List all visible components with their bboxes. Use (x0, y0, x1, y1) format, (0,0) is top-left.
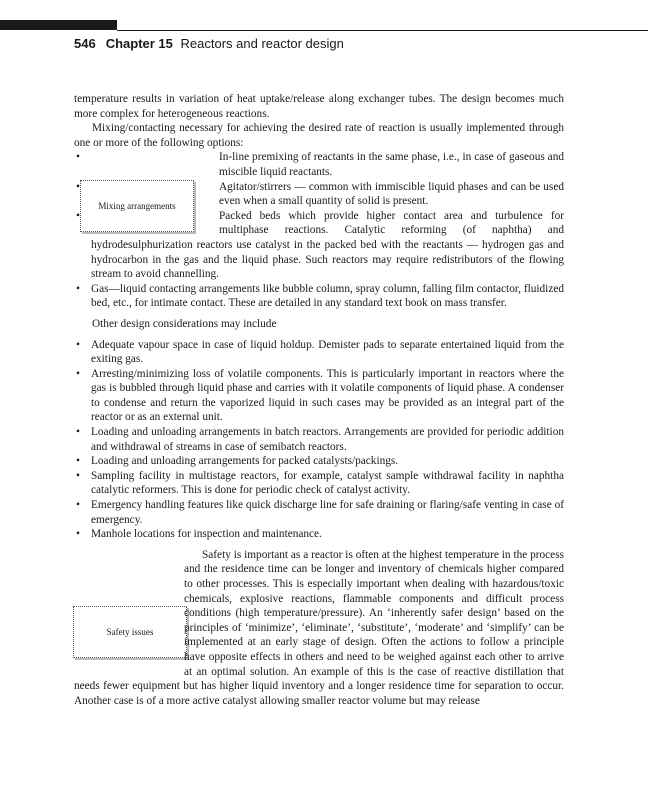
box-spacer (74, 556, 184, 666)
paragraph: Other design considerations may include (92, 317, 277, 330)
margin-note-label: Safety issues (106, 627, 154, 637)
list-item: • Agitator/stirrers — common with immiscible liquid phases and can be used even when a small quantity of solid is present. (74, 180, 564, 209)
safety-paragraph: Safety is important as a reactor is often at the highest temperature in the process and the residence time can be longer and inventory of chemicals higher compared to other processes. This is especially important when dealing with hazardous/toxic chemicals, explosive reactions, flammable components and difficult process conditions (high temperature/pressure). An ‘inherently safer design’ based on the principles of ‘minimize’, ‘eliminate’, ‘substitute’, ‘moderate’ and ‘simplify’ can be implemented at an early stage of design. Often the actions to follow a principle have opposite effects in others and need to be weighed against each other to arrive at an optimal solution. An example of this is the case of reactive distillation that needs fewer equipment but has higher liquid inventory and a longer residence time for separation to occur. Another case is of a more active catalyst allowing smaller reactor volume but may release (74, 548, 564, 707)
list-item: • In-line premixing of reactants in the same phase, i.e., in case of gaseous and miscible liquid reactants. (74, 150, 564, 179)
page-body (74, 92, 564, 708)
chapter-title: Reactors and reactor design (180, 36, 344, 51)
design-considerations-list (74, 338, 564, 542)
list-item: • Arresting/minimizing loss of volatile components. This is particularly important in reactors where the gas is bubbled through liquid phase and carries with it volatile components of liquid phase. A condenser to condense and return the vaporized liquid in such cases may be provided as an integral part of the reactor or as an external unit. (74, 367, 564, 425)
header-bar (0, 20, 117, 30)
paragraph: temperature results in variation of heat uptake/release along exchanger tubes. The design becomes much more complex for heterogeneous reactions. (74, 93, 564, 120)
mixing-options-list (74, 150, 564, 311)
list-item: • Loading and unloading arrangements in batch reactors. Arrangements are provided for periodic addition and withdrawal of streams in case of semibatch reactors. (74, 425, 564, 454)
list-item: • Adequate vapour space in case of liquid holdup. Demister pads to separate entertained liquid from the exiting gas. (74, 338, 564, 367)
page-number: 546 (74, 36, 96, 51)
running-header (74, 36, 344, 51)
mixing-options-section (74, 150, 564, 311)
list-item: • Sampling facility in multistage reactors, for example, catalyst sample withdrawal facility in naphtha catalytic reformers. This is done for periodic check of catalyst activity. (74, 469, 564, 498)
header-rule (117, 30, 648, 31)
list-item-text: Packed beds which provide higher contact area and turbulence for multiphase reactions. Catalytic reforming (of naphtha) and hydrodesulphurization reactors use catalyst in the packed bed with the reactants — hydrogen gas and hydrocarbon in the gas and the liquid phase. Such reactors may require redistributors of the flowing stream to avoid channelling. (91, 209, 564, 281)
list-item: • Emergency handling features like quick discharge line for safe draining or flaring/safe venting in case of emergency. (74, 498, 564, 527)
chapter-label: Chapter 15 (105, 36, 173, 51)
list-item (74, 209, 564, 282)
list-item: • Manhole locations for inspection and maintenance. (74, 527, 564, 542)
paragraph: Mixing/contacting necessary for achieving the desired rate of reaction is usually implemented through one or more of the following options: (74, 122, 564, 149)
list-item: • Loading and unloading arrangements for packed catalysts/packings. (74, 454, 564, 469)
margin-note-label: Mixing arrangements (98, 201, 176, 211)
list-item: • Gas—liquid contacting arrangements like bubble column, spray column, falling film contactor, fluidized bed, etc., for intimate contact. These are detailed in any standard text book on mass transfer. (74, 282, 564, 311)
